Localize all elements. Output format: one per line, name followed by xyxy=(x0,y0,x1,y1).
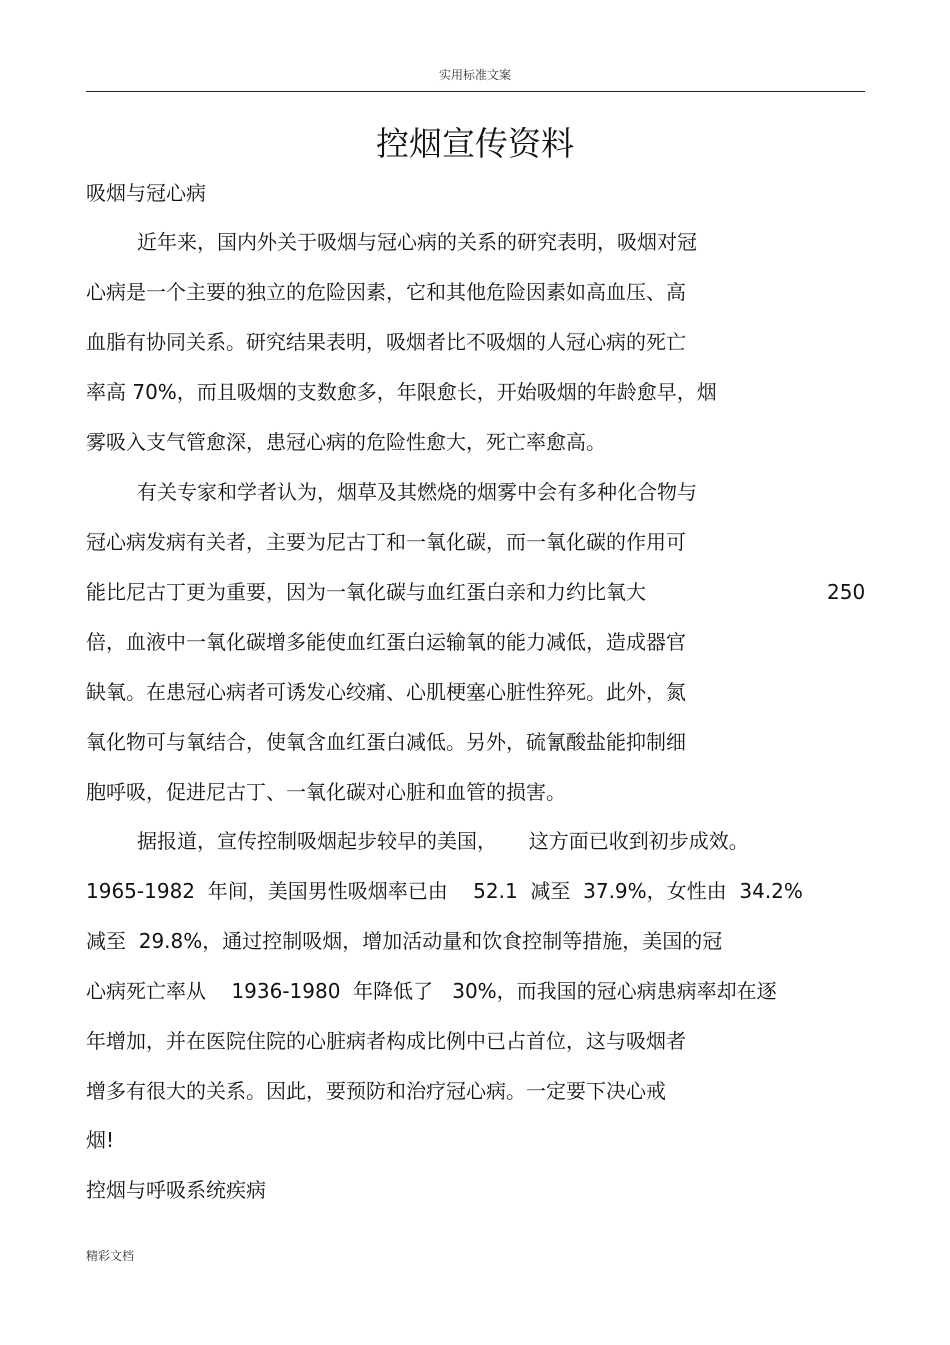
paragraph-line: 缺氧。在患冠心病者可诱发心绞痛、心肌梗塞心脏性猝死。此外，氮 xyxy=(86,680,686,704)
paragraph-line: 冠心病发病有关者，主要为尼古丁和一氧化碳，而一氧化碳的作用可 xyxy=(86,530,686,554)
page-header-text: 实用标准文案 xyxy=(438,68,511,82)
section-heading-respiratory-disease: 控烟与呼吸系统疾病 xyxy=(86,1178,266,1202)
paragraph-line: 年增加，并在医院住院的心脏病者构成比例中已占首位，这与吸烟者 xyxy=(86,1029,686,1053)
paragraph-line: 有关专家和学者认为，烟草及其燃烧的烟雾中会有多种化合物与 xyxy=(137,480,697,504)
paragraph-line: 氧化物可与氧结合，使氧含血红蛋白减低。另外，硫氰酸盐能抑制细 xyxy=(86,730,686,754)
paragraph-line: 血脂有协同关系。研究结果表明，吸烟者比不吸烟的人冠心病的死亡 xyxy=(86,330,686,354)
paragraph-line: 近年来，国内外关于吸烟与冠心病的关系的研究表明，吸烟对冠 xyxy=(137,230,697,254)
paragraph-line: 胞呼吸，促进尼古丁、一氧化碳对心脏和血管的损害。 xyxy=(86,780,566,804)
paragraph-line: 心病死亡率从 1936-1980 年降低了 30%，而我国的冠心病患病率却在逐 xyxy=(86,979,777,1003)
paragraph-line: 增多有很大的关系。因此，要预防和治疗冠心病。一定要下决心戒 xyxy=(86,1079,666,1103)
affinity-ratio-number: 250 xyxy=(827,580,866,604)
page-footer-text: 精彩文档 xyxy=(86,1249,135,1263)
paragraph-line: 率高 70%，而且吸烟的支数愈多，年限愈长，开始吸烟的年龄愈早，烟 xyxy=(86,380,717,404)
paragraph-line: 1965-1982 年间，美国男性吸烟率已由 52.1 减至 37.9%，女性由 34.2% xyxy=(86,879,803,903)
paragraph-line: 据报道，宣传控制吸烟起步较早的美国， 这方面已收到初步成效。 xyxy=(137,829,749,853)
document-title: 控烟宣传资料 xyxy=(376,124,574,163)
paragraph-line: 能比尼古丁更为重要，因为一氧化碳与血红蛋白亲和力约比氧大 xyxy=(86,580,646,604)
header-divider xyxy=(86,91,865,92)
paragraph-line: 烟! xyxy=(86,1128,115,1152)
section-heading-smoking-heart-disease: 吸烟与冠心病 xyxy=(86,181,206,205)
paragraph-line: 雾吸入支气管愈深，患冠心病的危险性愈大，死亡率愈高。 xyxy=(86,430,606,454)
paragraph-line: 减至 29.8%，通过控制吸烟，增加活动量和饮食控制等措施，美国的冠 xyxy=(86,929,723,953)
paragraph-line: 心病是一个主要的独立的危险因素，它和其他危险因素如高血压、高 xyxy=(86,280,686,304)
paragraph-line: 倍，血液中一氧化碳增多能使血红蛋白运输氧的能力减低，造成器官 xyxy=(86,630,686,654)
